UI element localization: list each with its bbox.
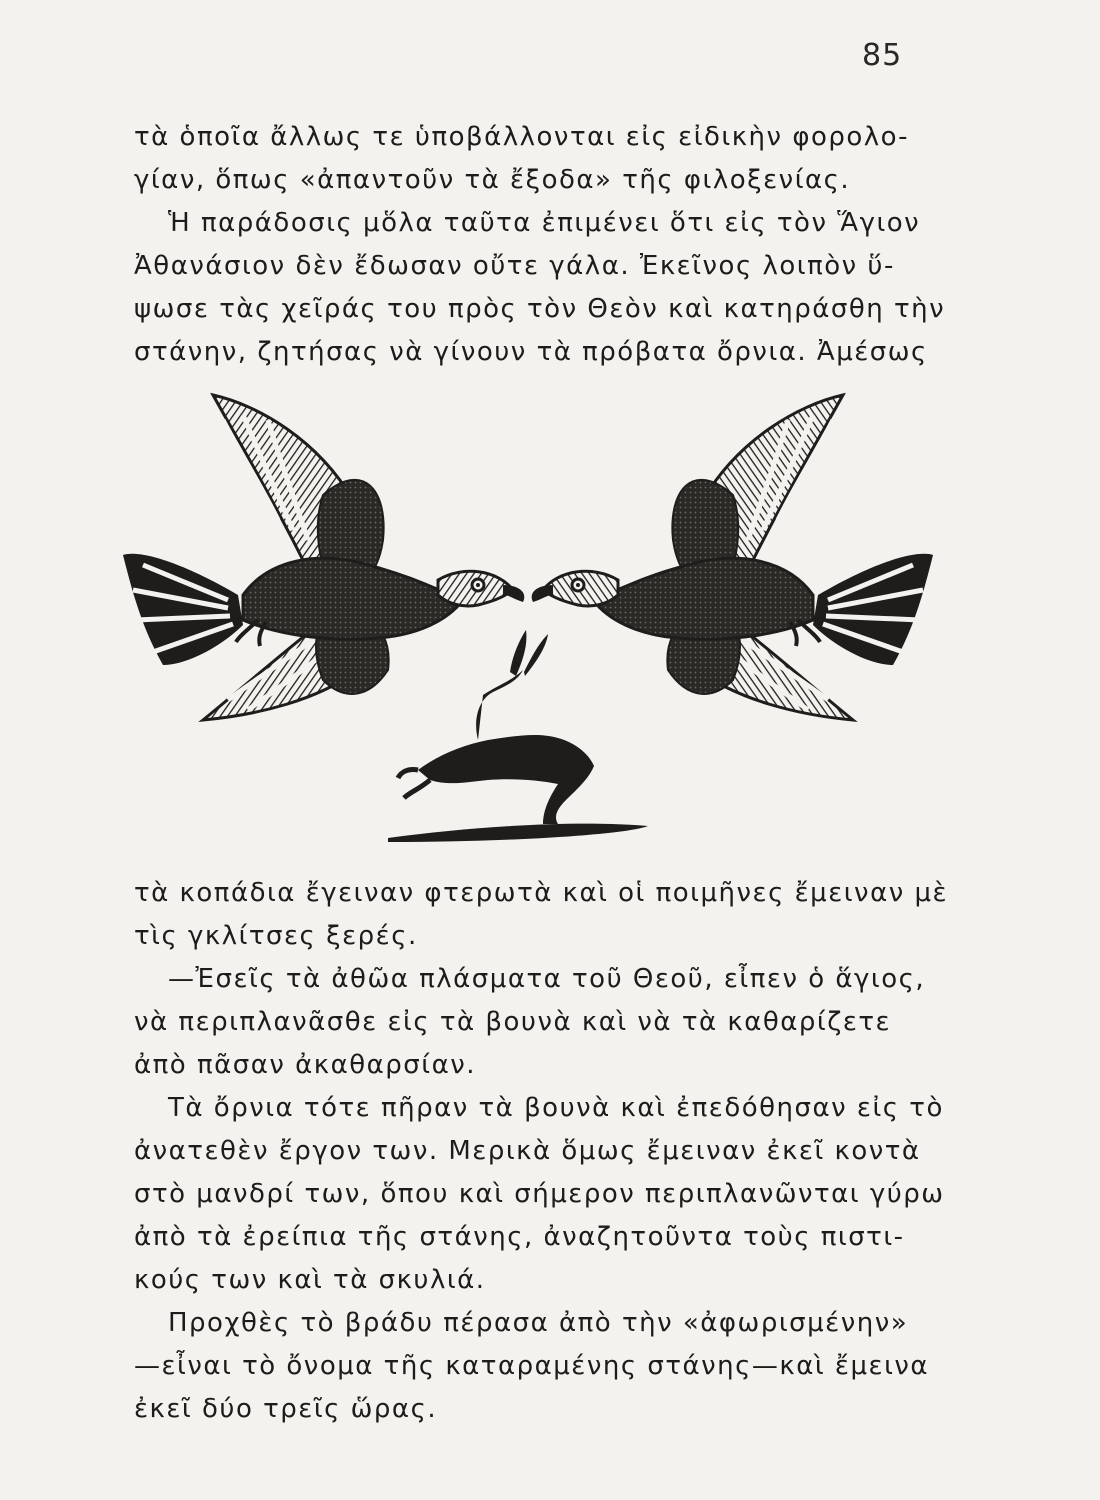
page-number: 85 [862, 38, 903, 73]
text-line: —Ἐσεῖς τὰ ἀθῶα πλάσματα τοῦ Θεοῦ, εἶπεν ὁ ἅγιος, [168, 964, 926, 994]
text-line: γίαν, ὅπως «ἀπαντοῦν τὰ ἔξοδα» τῆς φιλοξενίας. [134, 165, 851, 195]
text-line: ἀνατεθὲν ἔργον των. Μερικὰ ὅμως ἔμειναν ἐκεῖ κοντὰ [134, 1136, 921, 1166]
text-line: Ἡ παράδοσις μὅλα ταῦτα ἐπιμένει ὅτι εἰς τὸν Ἅγιον [168, 208, 921, 238]
bottom-text-block [134, 872, 948, 1431]
text-line: Ἀθανάσιον δὲν ἔδωσαν οὔτε γάλα. Ἐκεῖνος λοιπὸν ὕ- [134, 251, 895, 281]
text-line: τὰ κοπάδια ἔγειναν φτερωτὰ καὶ οἱ ποιμῆνες ἔμειναν μὲ [134, 878, 949, 908]
text-line: τὰ ὁποῖα ἄλλως τε ὑποβάλλονται εἰς εἰδικὴν φορολο- [134, 122, 909, 152]
eagles-and-hare-illustration [118, 380, 938, 860]
text-line: Προχθὲς τὸ βράδυ πέρασα ἀπὸ τὴν «ἀφωρισμένην» [168, 1308, 909, 1338]
text-line: —εἶναι τὸ ὄνομα τῆς καταραμένης στάνης—καὶ ἔμεινα [134, 1351, 930, 1381]
text-line: νὰ περιπλανᾶσθε εἰς τὰ βουνὰ καὶ νὰ τὰ καθαρίζετε [134, 1007, 892, 1037]
text-line: ψωσε τὰς χεῖράς του πρὸς τὸν Θεὸν καὶ κατηράσθη τὴν [134, 294, 946, 324]
text-line: τὶς γκλίτσες ξερές. [134, 921, 418, 951]
text-line: κούς των καὶ τὰ σκυλιά. [134, 1265, 486, 1295]
text-line: ἀπὸ τὰ ἐρείπια τῆς στάνης, ἀναζητοῦντα τοὺς πιστι- [134, 1222, 905, 1252]
text-line: ἀπὸ πᾶσαν ἀκαθαρσίαν. [134, 1050, 477, 1080]
right-eagle [532, 395, 933, 720]
text-line: στάνην, ζητήσας νὰ γίνουν τὰ πρόβατα ὄρνια. Ἀμέσως [134, 337, 928, 367]
ground-line [388, 824, 648, 842]
left-eagle [123, 395, 524, 720]
text-line: ἐκεῖ δύο τρεῖς ὥρας. [134, 1394, 438, 1424]
top-text-block [134, 116, 945, 374]
text-line: Τὰ ὄρνια τότε πῆραν τὰ βουνὰ καὶ ἐπεδόθησαν εἰς τὸ [168, 1093, 944, 1123]
hare [398, 630, 594, 824]
text-line: στὸ μανδρί των, ὅπου καὶ σήμερον περιπλανῶνται γύρω [134, 1179, 945, 1209]
